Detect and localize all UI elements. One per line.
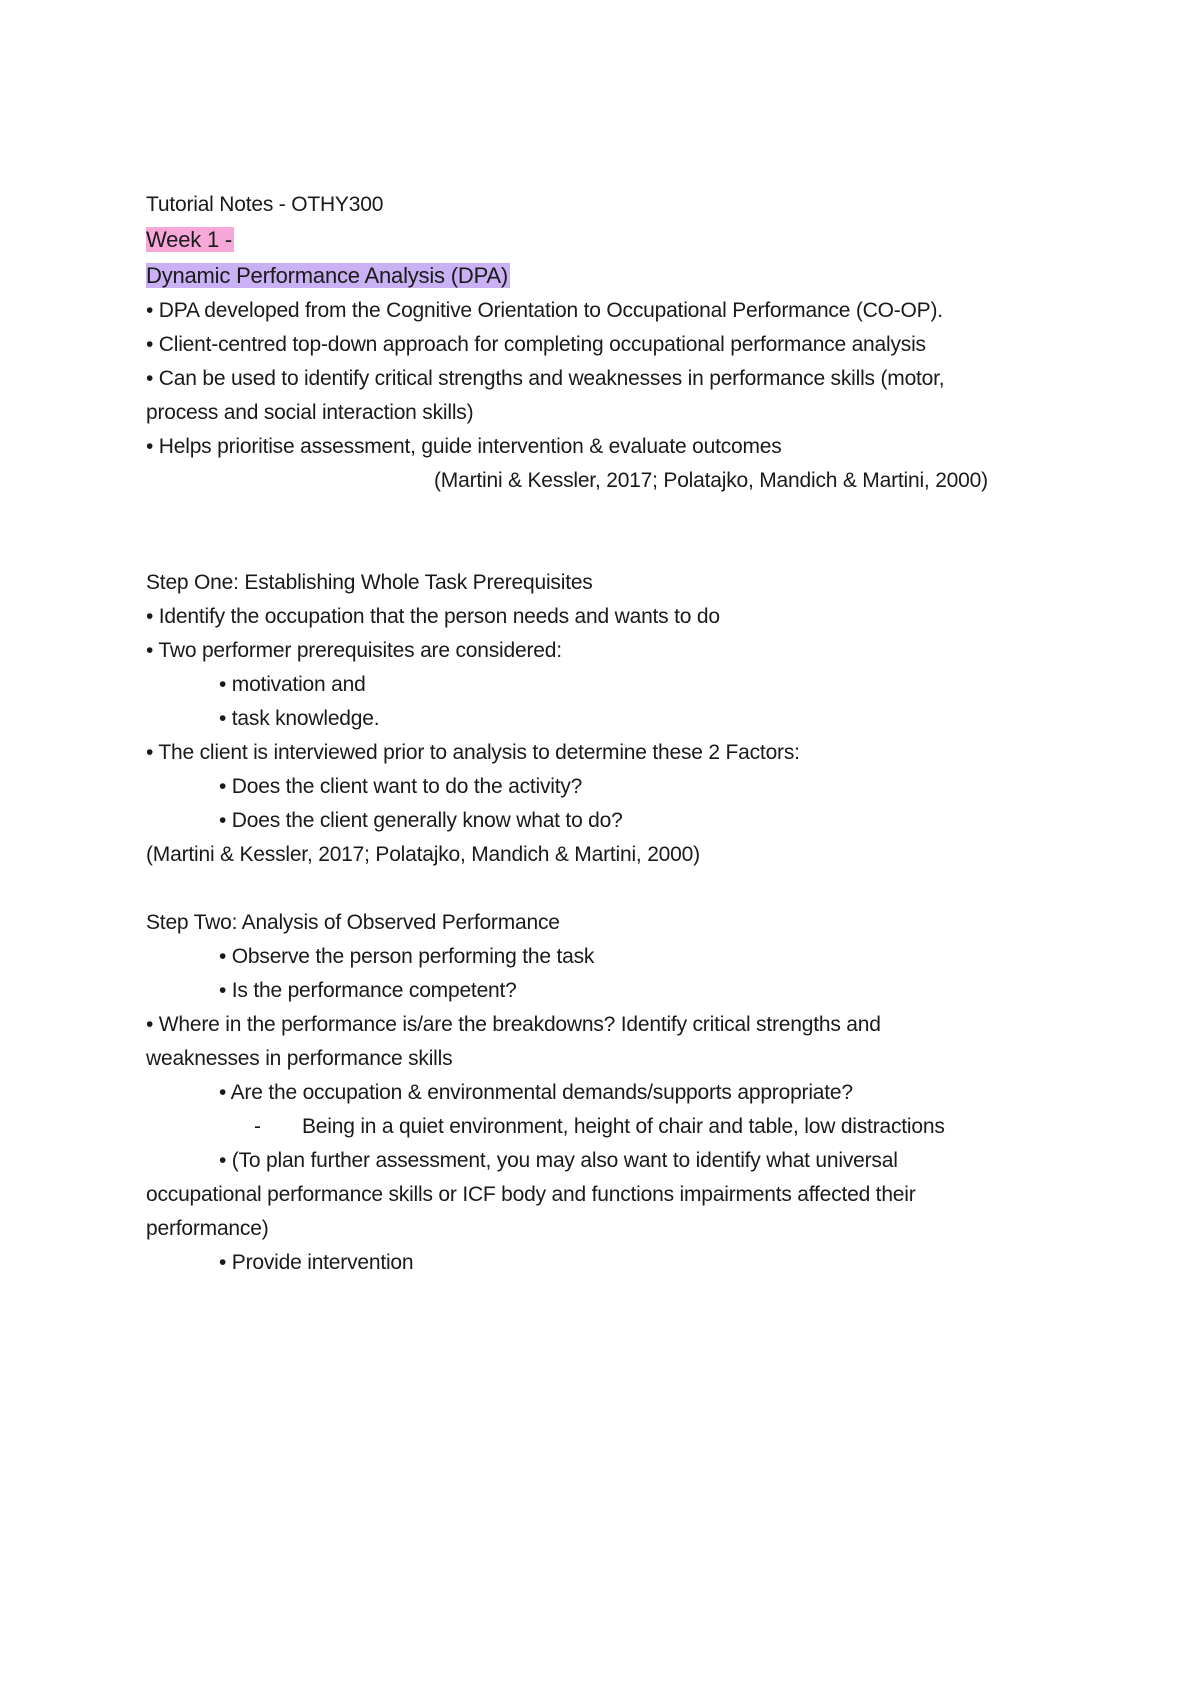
step-one-sub-bullet: • task knowledge. — [219, 707, 380, 730]
spacer — [146, 498, 1066, 566]
week-heading — [146, 222, 1066, 258]
dpa-bullet: • DPA developed from the Cognitive Orientation to Occupational Performance (CO-OP). — [146, 299, 943, 322]
step-one-sub-bullet: • Does the client generally know what to do? — [219, 809, 623, 832]
step-two-sub-bullet-continuation: performance) — [146, 1217, 269, 1240]
step-one-heading: Step One: Establishing Whole Task Prerequisites — [146, 571, 593, 594]
step-two-bullet-continuation: weaknesses in performance skills — [146, 1047, 453, 1070]
dash-item-text: Being in a quiet environment, height of chair and table, low distractions — [302, 1115, 945, 1138]
dpa-bullet: • Helps prioritise assessment, guide intervention & evaluate outcomes — [146, 435, 782, 458]
step-one-bullet: • Two performer prerequisites are considered: — [146, 639, 562, 662]
dash-marker: - — [254, 1115, 261, 1138]
step-two-sub-bullet: • Provide intervention — [219, 1251, 414, 1274]
dpa-bullet-continuation: process and social interaction skills) — [146, 401, 474, 424]
step-one-sub-bullet: • motivation and — [219, 673, 366, 696]
step-two-sub-bullet: • (To plan further assessment, you may also want to identify what universal — [219, 1149, 898, 1172]
step-two-dash-item — [146, 1110, 1066, 1144]
spacer — [146, 872, 1066, 906]
step-one-bullet: • The client is interviewed prior to analysis to determine these 2 Factors: — [146, 741, 800, 764]
step-two-sub-bullet: • Are the occupation & environmental demands/supports appropriate? — [219, 1081, 853, 1104]
section-title: Dynamic Performance Analysis (DPA) — [146, 263, 509, 288]
document-body — [146, 188, 1066, 1280]
step-two-sub-bullet: • Observe the person performing the task — [219, 945, 595, 968]
step-two-bullet: • Where in the performance is/are the breakdowns? Identify critical strengths and — [146, 1013, 881, 1036]
step-one-citation: (Martini & Kessler, 2017; Polatajko, Mandich & Martini, 2000) — [146, 843, 700, 866]
step-two-sub-bullet-continuation: occupational performance skills or ICF body and functions impairments affected their — [146, 1183, 916, 1206]
document-title: Tutorial Notes - OTHY300 — [146, 193, 384, 216]
step-one-sub-bullet: • Does the client want to do the activity? — [219, 775, 583, 798]
dpa-citation: (Martini & Kessler, 2017; Polatajko, Mandich & Martini, 2000) — [434, 469, 988, 492]
section-heading — [146, 258, 1066, 294]
dpa-bullet: • Can be used to identify critical strengths and weaknesses in performance skills (motor, — [146, 367, 945, 390]
step-two-sub-bullet: • Is the performance competent? — [219, 979, 517, 1002]
week-label: Week 1 - — [146, 227, 233, 252]
step-two-heading: Step Two: Analysis of Observed Performance — [146, 911, 560, 934]
step-one-bullet: • Identify the occupation that the person needs and wants to do — [146, 605, 720, 628]
dpa-bullet: • Client-centred top-down approach for completing occupational performance analysis — [146, 333, 926, 356]
